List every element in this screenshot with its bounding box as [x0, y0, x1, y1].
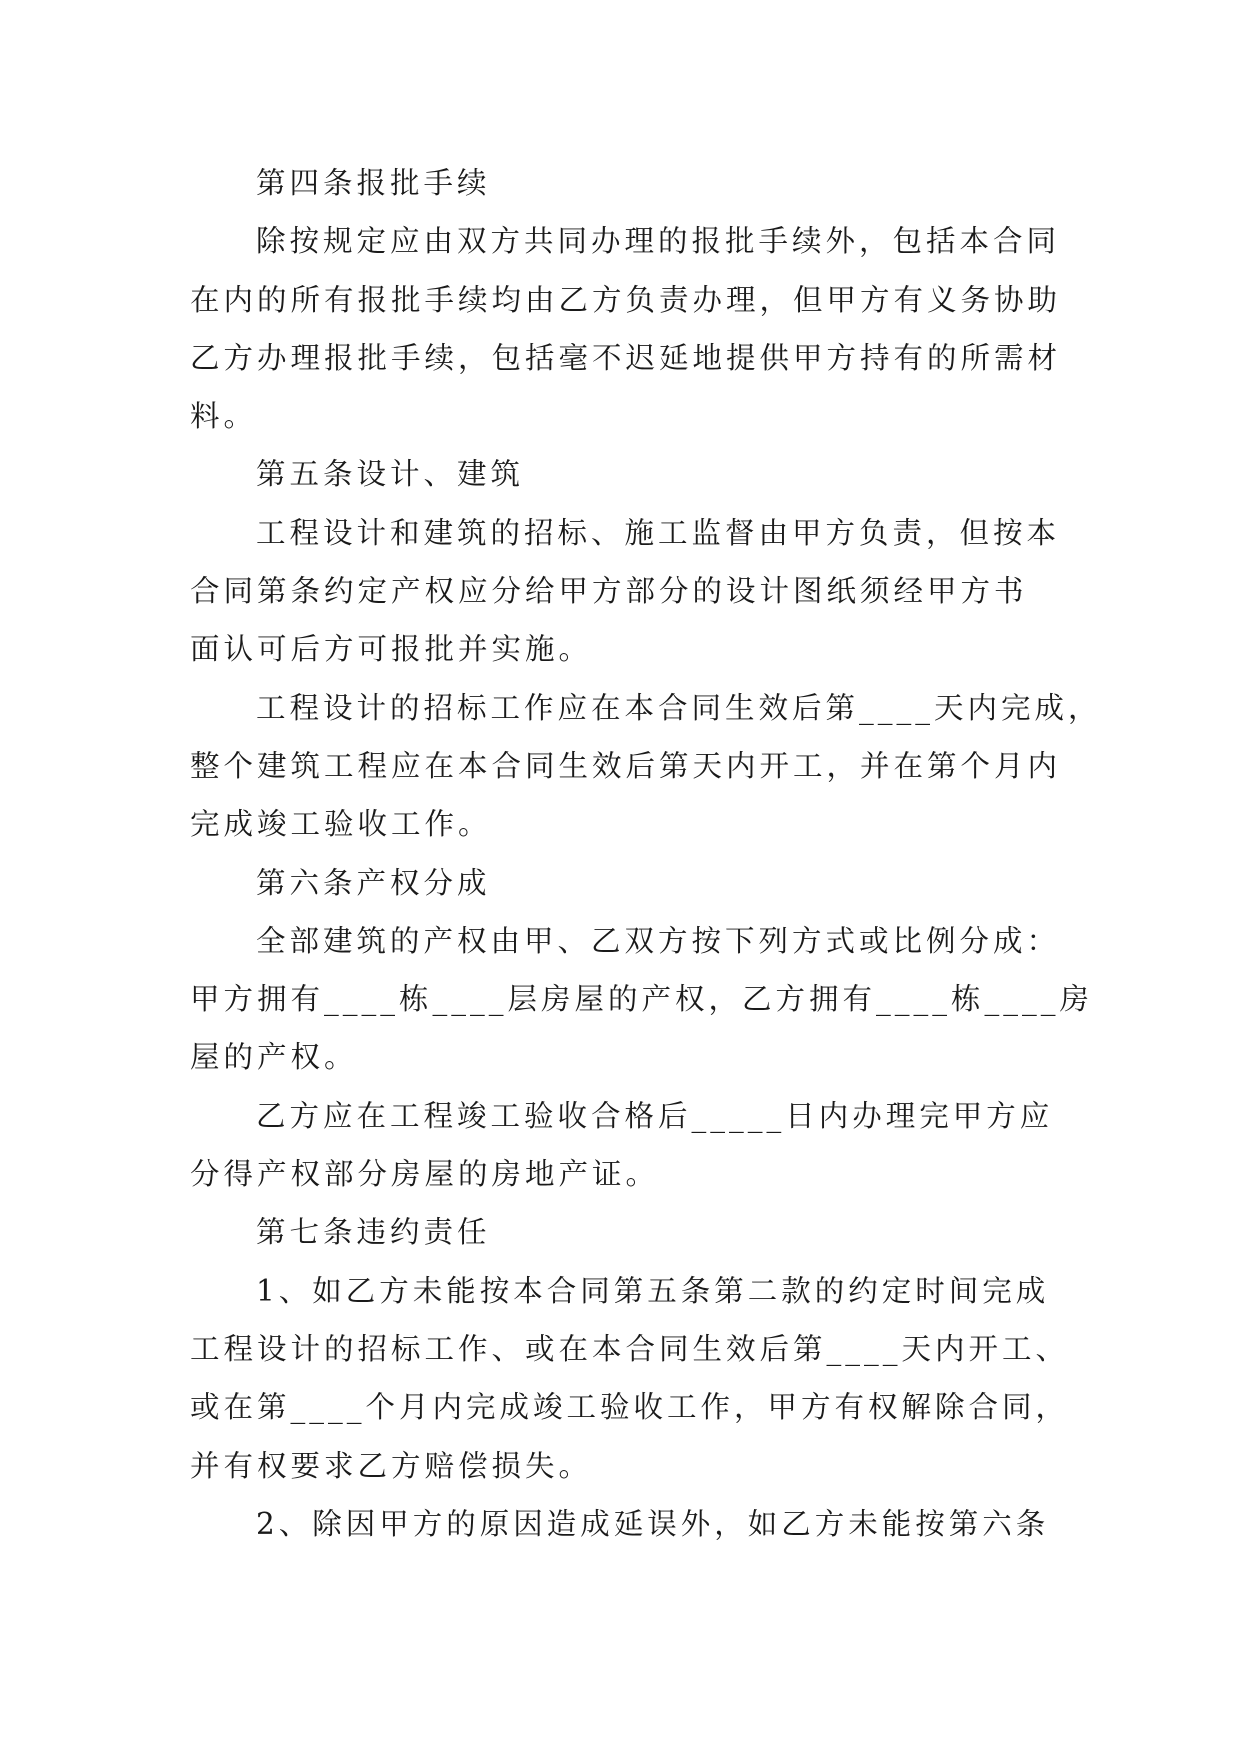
text-line: 第五条设计、建筑 — [256, 457, 525, 492]
text-line: 面认可后方可报批并实施。 — [190, 632, 593, 667]
section-heading-article-4 — [190, 154, 1070, 212]
text-line: 2、除因甲方的原因造成延误外，如乙方未能按第六条 — [256, 1506, 1050, 1541]
paragraph-design-schedule — [190, 679, 1102, 854]
text-line: 分得产权部分房屋的房地产证。 — [190, 1157, 660, 1192]
text-line: 工程设计的招标工作应在本合同生效后第____天内完成， — [256, 690, 1102, 725]
text-line: 料。 — [190, 399, 258, 434]
text-line: 合同第条约定产权应分给甲方部分的设计图纸须经甲方书 — [190, 574, 1028, 609]
paragraph-property-certificate — [190, 1087, 1070, 1204]
text-line: 第四条报批手续 — [256, 166, 491, 200]
text-line: 第七条违约责任 — [256, 1215, 491, 1250]
paragraph-breach-2 — [190, 1495, 1070, 1553]
paragraph-breach-1 — [190, 1262, 1070, 1495]
text-line: 或在第____个月内完成竣工验收工作，甲方有权解除合同， — [190, 1390, 1070, 1425]
text-line: 并有权要求乙方赔偿损失。 — [190, 1448, 593, 1483]
section-heading-article-5 — [190, 445, 1070, 503]
text-line: 整个建筑工程应在本合同生效后第天内开工，并在第个月内 — [190, 748, 1062, 783]
text-line: 乙方应在工程竣工验收合格后_____日内办理完甲方应 — [256, 1098, 1054, 1133]
text-line: 1、如乙方未能按本合同第五条第二款的约定时间完成 — [256, 1273, 1050, 1308]
text-line: 屋的产权。 — [190, 1040, 358, 1075]
section-heading-article-6 — [190, 854, 1070, 912]
text-line: 乙方办理报批手续，包括毫不迟延地提供甲方持有的所需材 — [190, 340, 1062, 375]
text-line: 甲方拥有____栋____层房屋的产权，乙方拥有____栋____房 — [190, 982, 1094, 1017]
text-line: 工程设计的招标工作、或在本合同生效后第____天内开工、 — [190, 1331, 1070, 1366]
paragraph-design-construction — [190, 504, 1070, 679]
text-line: 完成竣工验收工作。 — [190, 807, 492, 842]
text-line: 工程设计和建筑的招标、施工监督由甲方负责，但按本 — [256, 515, 1061, 550]
text-line: 第六条产权分成 — [256, 865, 491, 900]
text-line: 除按规定应由双方共同办理的报批手续外，包括本合同 — [256, 224, 1061, 259]
document-body — [190, 154, 1102, 1553]
text-line: 全部建筑的产权由甲、乙双方按下列方式或比例分成： — [256, 923, 1061, 958]
section-heading-article-7 — [190, 1203, 1070, 1261]
paragraph-property-split — [190, 912, 1094, 1087]
paragraph-approval — [190, 212, 1070, 445]
text-line: 在内的所有报批手续均由乙方负责办理，但甲方有义务协助 — [190, 282, 1062, 317]
